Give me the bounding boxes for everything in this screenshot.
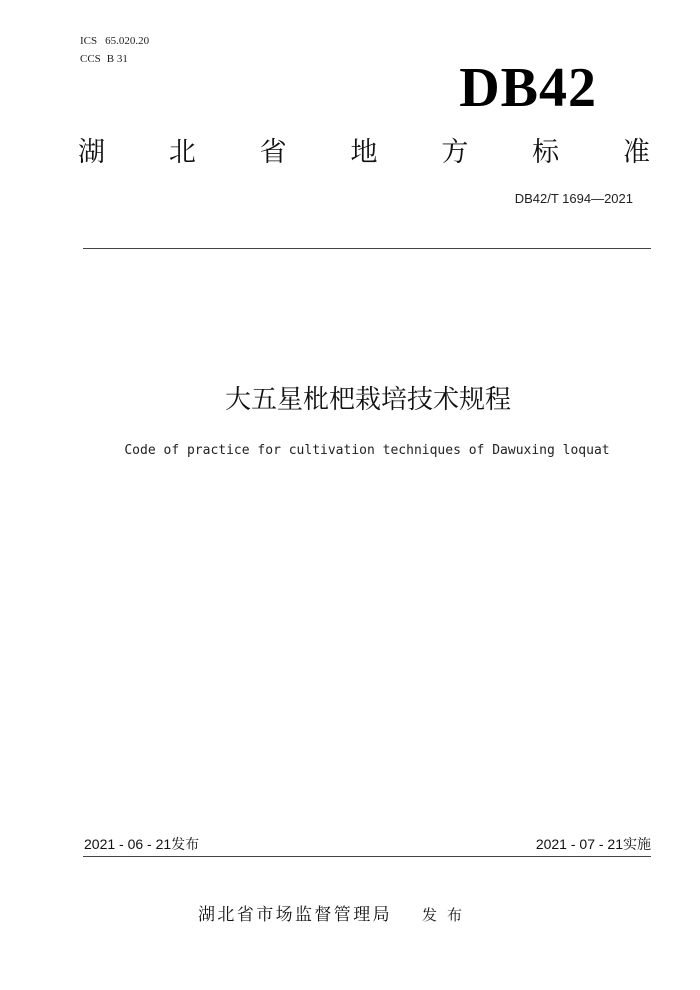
ics-code: 65.020.20 (105, 35, 150, 47)
ccs-label: CCS (80, 53, 101, 65)
publisher-action: 发布 (422, 906, 473, 924)
standard-type-char: 准 (622, 137, 650, 168)
standard-mark: DB42 (459, 57, 597, 119)
issue-date-line (84, 835, 199, 854)
document-title-chinese: 大五星枇杷栽培技术规程 (224, 385, 511, 415)
issue-label: 发布 (171, 837, 200, 853)
implementation-date: 2021 - 07 - 21 (535, 836, 623, 852)
ics-label: ICS (80, 35, 98, 47)
implementation-date-line (536, 835, 651, 854)
header-divider (83, 248, 651, 249)
ics-classification (80, 35, 149, 48)
standard-type-char: 省 (259, 137, 287, 168)
document-title-english: Code of practice for cultivation techniques of Dawuxing loquat (124, 443, 610, 458)
implementation-label: 实施 (623, 837, 651, 853)
standard-type-title (78, 135, 650, 171)
standard-type-char: 地 (350, 137, 378, 168)
standard-type-char: 方 (441, 137, 469, 168)
standard-number: DB42/T 1694—2021 (514, 191, 633, 206)
standard-type-char: 标 (532, 137, 560, 168)
footer-divider (83, 856, 651, 857)
publisher-name: 湖北省市场监督管理局 (198, 905, 392, 925)
standard-type-char: 北 (168, 137, 196, 168)
ccs-code: B 31 (106, 53, 128, 65)
ccs-classification (80, 53, 128, 66)
issue-date: 2021 - 06 - 21 (84, 836, 172, 852)
standard-type-char: 湖 (78, 137, 105, 168)
publisher-line (198, 904, 472, 926)
